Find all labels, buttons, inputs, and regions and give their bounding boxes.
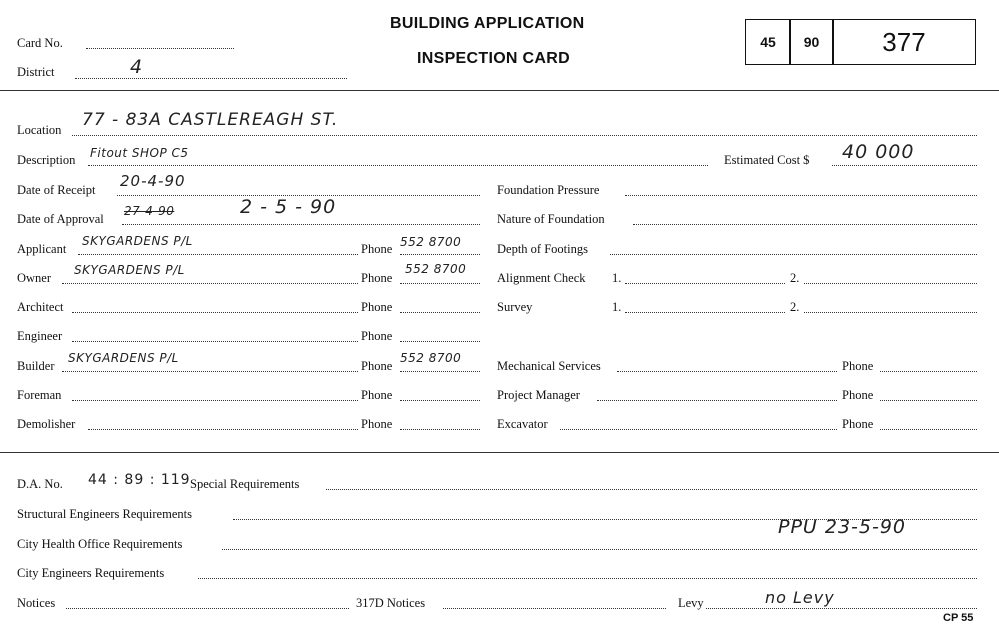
engineer-phone-line [400,341,480,342]
engineer-line [72,341,358,342]
mechanical-services-label: Mechanical Services [497,359,601,373]
date-of-approval-line [122,224,480,225]
date-of-approval-struck: 27-4-90 [124,204,175,218]
project-manager-phone-line [880,400,977,401]
district-label: District [17,65,55,79]
special-requirements-line [326,489,977,490]
da-number-value: 44 : 89 : 119 [88,472,191,488]
card-code-box-a: 45 [745,19,791,65]
applicant-value: SKYGARDENS P/L [82,234,193,248]
builder-label: Builder [17,359,55,373]
city-engineers-label: City Engineers Requirements [17,566,165,580]
builder-value: SKYGARDENS P/L [68,351,179,365]
form-code: CP 55 [943,612,974,624]
alignment-check-2: 2. [790,271,800,285]
alignment-check-1-line [625,283,785,284]
special-requirements-label: Special Requirements [190,477,300,491]
foreman-label: Foreman [17,388,62,402]
levy-label: Levy [678,596,704,610]
location-line [72,135,977,136]
owner-phone-line [400,283,480,284]
excavator-line [560,429,837,430]
nature-of-foundation-line [633,224,977,225]
description-label: Description [17,153,76,167]
health-requirements-value: PPU 23-5-90 [778,516,907,538]
estimated-cost-line [832,165,977,166]
engineer-phone-label: Phone [361,329,393,343]
alignment-check-2-line [804,283,977,284]
project-manager-phone-label: Phone [842,388,874,402]
architect-phone-label: Phone [361,300,393,314]
location-label: Location [17,123,62,137]
header-divider [0,90,999,91]
mechanical-phone-line [880,371,977,372]
owner-phone-value: 552 8700 [405,262,467,276]
estimated-cost-value: 40 000 [842,141,915,163]
levy-line [706,608,977,609]
notices-label: Notices [17,596,56,610]
applicant-line [78,254,358,255]
form-title-line2: INSPECTION CARD [417,50,570,67]
description-value: Fitout SHOP C5 [90,146,189,160]
mechanical-phone-label: Phone [842,359,874,373]
location-value: 77 - 83A CASTLEREAGH ST. [82,110,339,130]
demolisher-phone-line [400,429,480,430]
foreman-phone-line [400,400,480,401]
architect-label: Architect [17,300,64,314]
excavator-phone-line [880,429,977,430]
applicant-phone-value: 552 8700 [400,235,462,249]
district-line [75,78,347,79]
architect-line [72,312,358,313]
health-requirements-label: City Health Office Requirements [17,537,183,551]
excavator-phone-label: Phone [842,417,874,431]
owner-value: SKYGARDENS P/L [74,263,185,277]
applicant-phone-label: Phone [361,242,393,256]
foundation-pressure-label: Foundation Pressure [497,183,600,197]
project-manager-line [597,400,837,401]
applicant-label: Applicant [17,242,67,256]
card-number-line [86,48,234,49]
notices-317d-line [443,608,666,609]
foreman-phone-label: Phone [361,388,393,402]
alignment-check-1: 1. [612,271,622,285]
date-of-receipt-label: Date of Receipt [17,183,96,197]
notices-317d-label: 317D Notices [356,596,426,610]
architect-phone-line [400,312,480,313]
levy-value: no Levy [765,588,835,607]
demolisher-line [88,429,358,430]
foundation-pressure-line [625,195,977,196]
demolisher-phone-label: Phone [361,417,393,431]
date-of-approval-label: Date of Approval [17,212,104,226]
district-value: 4 [130,56,144,78]
applicant-phone-line [400,254,480,255]
survey-2: 2. [790,300,800,314]
date-of-approval-value: 2 - 5 - 90 [240,196,337,218]
structural-requirements-label: Structural Engineers Requirements [17,507,192,521]
builder-phone-label: Phone [361,359,393,373]
project-manager-label: Project Manager [497,388,580,402]
card-number-label: Card No. [17,36,63,50]
mechanical-services-line [617,371,837,372]
card-code-box-b: 90 [789,19,834,65]
alignment-check-label: Alignment Check [497,271,586,285]
description-line [88,165,708,166]
depth-of-footings-line [610,254,977,255]
form-title-line1: BUILDING APPLICATION [390,15,585,32]
owner-phone-label: Phone [361,271,393,285]
builder-phone-value: 552 8700 [400,351,462,365]
foreman-line [72,400,358,401]
card-number-box: 377 [832,19,976,65]
excavator-label: Excavator [497,417,548,431]
nature-of-foundation-label: Nature of Foundation [497,212,605,226]
section-divider [0,452,999,453]
notices-line [66,608,349,609]
city-engineers-line [198,578,977,579]
owner-label: Owner [17,271,52,285]
estimated-cost-label: Estimated Cost $ [724,153,810,167]
engineer-label: Engineer [17,329,63,343]
survey-2-line [804,312,977,313]
depth-of-footings-label: Depth of Footings [497,242,588,256]
da-number-label: D.A. No. [17,477,63,491]
survey-1: 1. [612,300,622,314]
survey-label: Survey [497,300,533,314]
demolisher-label: Demolisher [17,417,76,431]
builder-line [62,371,358,372]
health-requirements-line [222,549,977,550]
owner-line [62,283,358,284]
builder-phone-line [400,371,480,372]
date-of-receipt-value: 20-4-90 [120,172,186,190]
survey-1-line [625,312,785,313]
